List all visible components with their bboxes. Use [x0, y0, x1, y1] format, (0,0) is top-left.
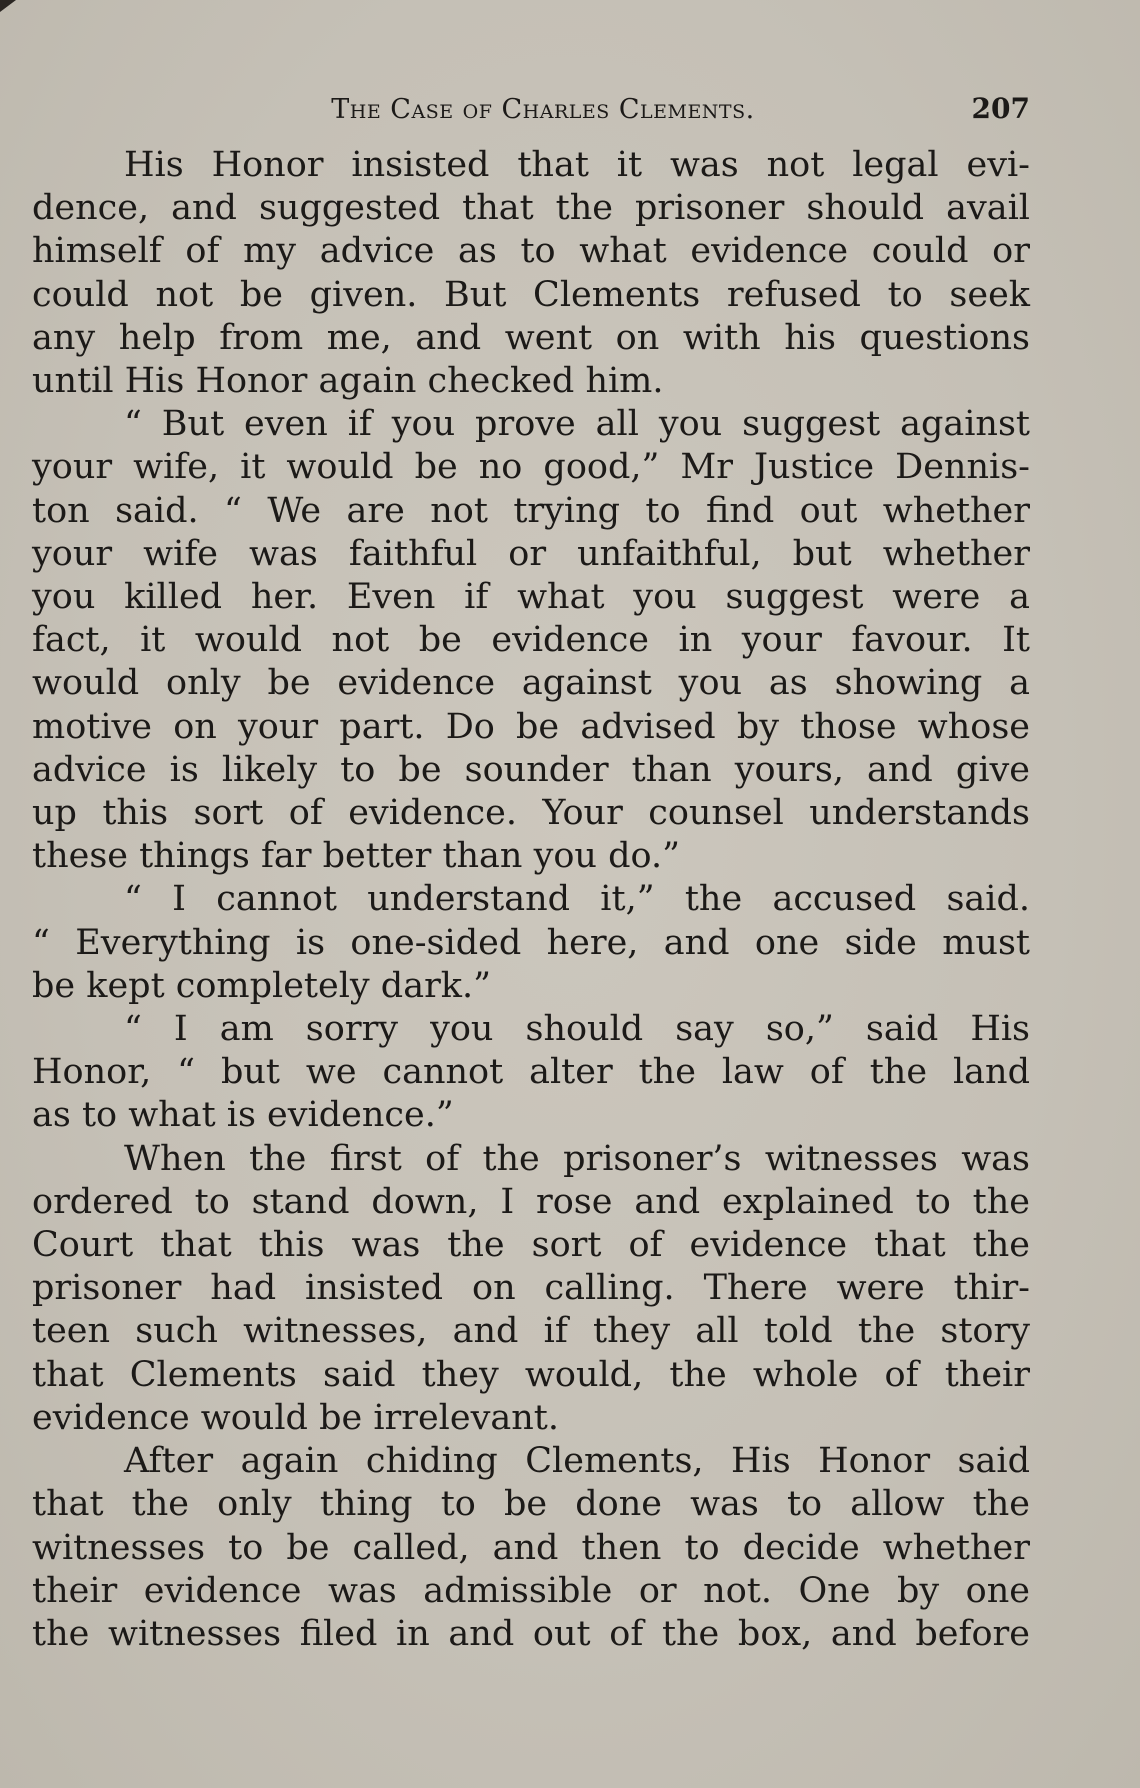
- text-line: up this sort of evidence. Your counsel understands: [32, 793, 1030, 834]
- paragraph: [32, 144, 1030, 403]
- paragraph: [32, 1440, 1030, 1656]
- text-line: Honor, “ but we cannot alter the law of the land: [32, 1052, 1030, 1093]
- text-line: teen such witnesses, and if they all told the story: [32, 1311, 1030, 1352]
- text-line: After again chiding Clements, His Honor said: [124, 1441, 1030, 1482]
- text-line: “ But even if you prove all you suggest against: [124, 404, 1030, 445]
- text-line: advice is likely to be sounder than yours, and give: [32, 749, 1030, 790]
- text-line: witnesses to be called, and then to decide whether: [32, 1527, 1030, 1568]
- text-line: prisoner had insisted on calling. There were thir-: [32, 1268, 1030, 1309]
- text-line: your wife, it would be no good,” Mr Justice Dennis-: [32, 447, 1030, 488]
- running-title: The Case of Charles Clements.: [331, 94, 755, 125]
- text-line: His Honor insisted that it was not legal evi-: [124, 145, 1030, 185]
- paragraph: [32, 1138, 1030, 1440]
- running-head: [32, 88, 1030, 134]
- text-line: until His Honor again checked him.: [32, 361, 664, 402]
- text-line: Court that this was the sort of evidence that the: [32, 1225, 1030, 1266]
- text-line: as to what is evidence.”: [32, 1095, 454, 1136]
- text-line: be kept completely dark.”: [32, 965, 492, 1006]
- text-line: ordered to stand down, I rose and explained to the: [32, 1181, 1030, 1222]
- body-text: [32, 144, 1030, 1656]
- text-line: that Clements said they would, the whole of their: [32, 1354, 1030, 1395]
- text-line: “ I cannot understand it,” the accused said.: [124, 879, 1030, 920]
- paragraph: [32, 878, 1030, 1008]
- page-corner-mark: [0, 0, 16, 12]
- text-line: When the first of the prisoner’s witnesses was: [124, 1138, 1030, 1179]
- text-line: any help from me, and went on with his questions: [32, 317, 1030, 358]
- page-number: 207: [971, 92, 1030, 125]
- book-page: [32, 88, 1030, 1656]
- text-line: that the only thing to be done was to allow the: [32, 1484, 1030, 1525]
- text-line: their evidence was admissible or not. One by one: [32, 1570, 1030, 1611]
- text-line: ton said. “ We are not trying to find out whether: [32, 490, 1030, 531]
- text-line: “ I am sorry you should say so,” said His: [124, 1009, 1030, 1050]
- text-line: these things far better than you do.”: [32, 836, 680, 877]
- text-line: “ Everything is one-sided here, and one side must: [32, 922, 1030, 963]
- paragraph: [32, 1008, 1030, 1138]
- paragraph: [32, 403, 1030, 878]
- text-line: dence, and suggested that the prisoner should avail: [32, 188, 1030, 229]
- text-line: the witnesses filed in and out of the box, and before: [32, 1613, 1030, 1654]
- text-line: could not be given. But Clements refused to seek: [32, 274, 1030, 315]
- text-line: would only be evidence against you as showing a: [32, 663, 1030, 704]
- text-line: evidence would be irrelevant.: [32, 1397, 559, 1438]
- text-line: himself of my advice as to what evidence could or: [32, 231, 1030, 272]
- text-line: you killed her. Even if what you suggest were a: [32, 577, 1030, 618]
- text-line: your wife was faithful or unfaithful, but whether: [32, 533, 1030, 574]
- text-line: motive on your part. Do be advised by those whose: [32, 706, 1030, 747]
- text-line: fact, it would not be evidence in your favour. It: [32, 620, 1030, 661]
